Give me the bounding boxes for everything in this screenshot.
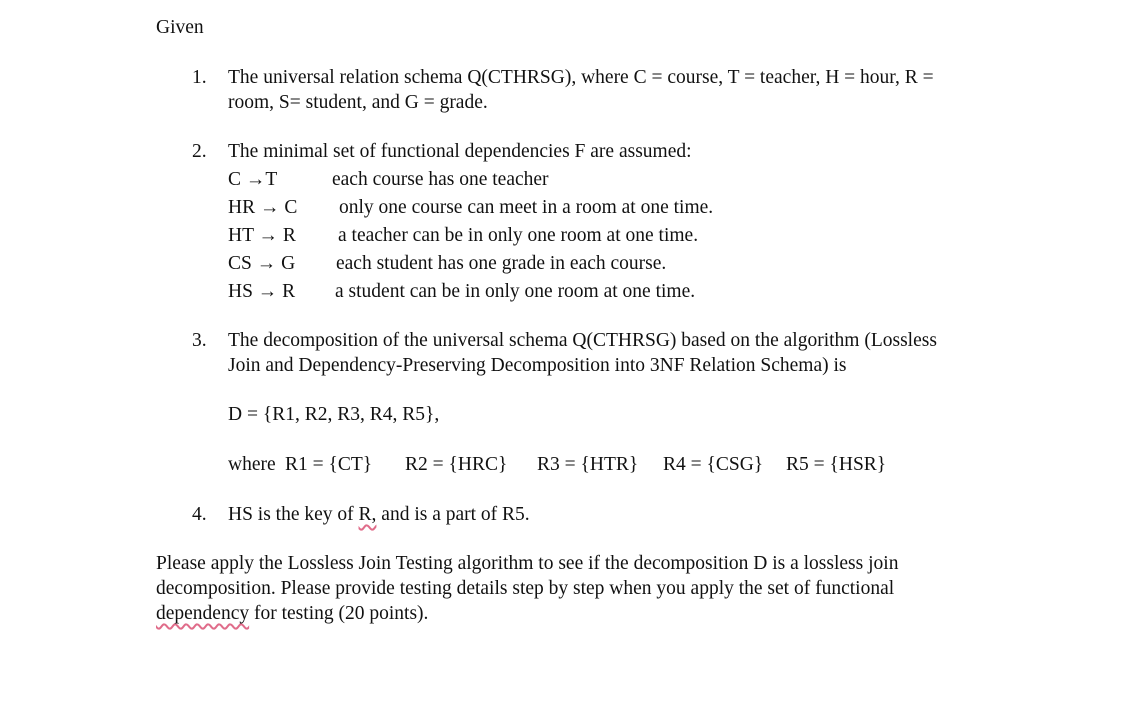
item-4-text-before: HS is the key of (228, 504, 359, 525)
heading-given: Given (156, 17, 204, 38)
spellcheck-flagged-word[interactable]: dependency (156, 603, 250, 624)
spellcheck-flagged-word[interactable]: R, (358, 504, 377, 525)
relation-r5: R5 = {HSR} (786, 454, 887, 475)
fd-4-lhs: CS → G (228, 253, 296, 274)
item-4-text (228, 503, 530, 527)
item-3-line-2: Join and Dependency-Preserving Decomposition into 3NF Relation Schema) is (228, 355, 847, 376)
item-4-text-after: and is a part of R5. (376, 504, 530, 525)
fd-4-desc: each student has one grade in each course. (336, 253, 667, 274)
fd-1-desc: each course has one teacher (332, 169, 549, 190)
question-line-2: decomposition. Please provide testing details step by step when you apply the set of functional (156, 578, 895, 599)
question-line-3 (156, 602, 428, 626)
item-2-intro: The minimal set of functional dependencies F are assumed: (228, 141, 692, 162)
fd-2-desc: only one course can meet in a room at one time. (339, 197, 714, 218)
fd-2-lhs: HR → C (228, 197, 298, 218)
relation-r4: R4 = {CSG} (663, 454, 764, 475)
fd-5-lhs: HS → R (228, 281, 296, 302)
decomposition-set: D = {R1, R2, R3, R4, R5}, (228, 404, 440, 425)
item-1-line-1: The universal relation schema Q(CTHRSG), where C = course, T = teacher, H = hour, R = (228, 67, 934, 88)
where-prefix: where (228, 454, 276, 475)
relation-r3: R3 = {HTR} (537, 454, 639, 475)
item-2-number: 2. (192, 141, 207, 162)
fd-1-lhs: C →T (228, 169, 278, 190)
item-1-number: 1. (192, 67, 207, 88)
relation-r1: R1 = {CT} (285, 454, 373, 475)
item-3-line-1: The decomposition of the universal schema Q(CTHRSG) based on the algorithm (Lossless (228, 330, 937, 351)
question-line-3-rest: for testing (20 points). (249, 603, 429, 624)
fd-3-desc: a teacher can be in only one room at one time. (338, 225, 699, 246)
fd-3-lhs: HT → R (228, 225, 296, 246)
relation-r2: R2 = {HRC} (405, 454, 508, 475)
item-1-line-2: room, S= student, and G = grade. (228, 92, 488, 113)
question-line-1: Please apply the Lossless Join Testing algorithm to see if the decomposition D is a lossless join (156, 553, 899, 574)
item-4-number: 4. (192, 504, 207, 525)
item-3-number: 3. (192, 330, 207, 351)
fd-5-desc: a student can be in only one room at one time. (335, 281, 696, 302)
